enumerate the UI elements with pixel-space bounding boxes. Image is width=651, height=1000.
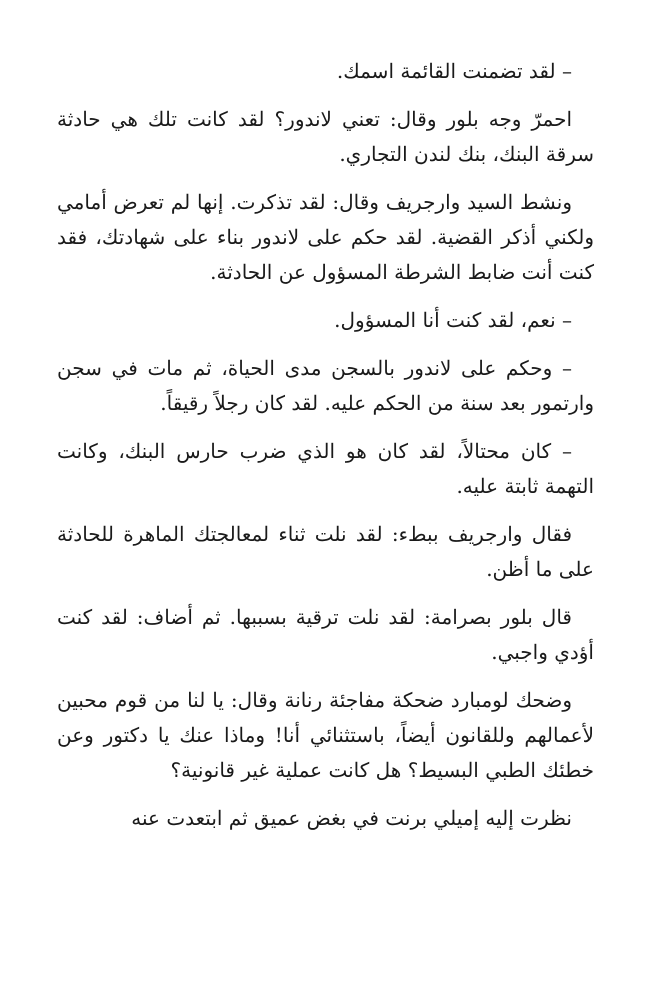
paragraph-1: – لقد تضمنت القائمة اسمك. bbox=[336, 59, 572, 83]
paragraph-9: وضحك لومبارد ضحكة مفاجئة رنانة وقال: يا لنا من قوم محبين لأعمالهم وللقانون أيضاً، باستثنائي أنا! وماذا عنك يا دكتور وعن خطئك الطبي البسيط؟ هل كانت عملية غير قانونية؟ bbox=[57, 688, 594, 782]
paragraph-10: نظرت إليه إميلي برنت في بغض عميق ثم ابتعدت عنه bbox=[131, 806, 572, 830]
page-text bbox=[57, 54, 594, 836]
paragraph-7: فقال وارجريف ببطء: لقد نلت ثناء لمعالجتك الماهرة للحادثة على ما أظن. bbox=[57, 522, 594, 581]
paragraph-4: – نعم، لقد كنت أنا المسؤول. bbox=[334, 308, 572, 332]
paragraph-8: قال بلور بصرامة: لقد نلت ترقية بسببها. ثم أضاف: لقد كنت أؤدي واجبي. bbox=[57, 605, 594, 664]
paragraph-6: – كان محتالاً، لقد كان هو الذي ضرب حارس البنك، وكانت التهمة ثابتة عليه. bbox=[57, 439, 594, 498]
paragraph-5: – وحكم على لاندور بالسجن مدى الحياة، ثم مات في سجن وارتمور بعد سنة من الحكم عليه. لقد كان رجلاً رقيقاً. bbox=[57, 356, 594, 415]
paragraph-3: ونشط السيد وارجريف وقال: لقد تذكرت. إنها لم تعرض أمامي ولكني أذكر القضية. لقد حكم على لاندور بناء على شهادتك، فقد كنت أنت ضابط الشرطة المسؤول عن الحادثة. bbox=[57, 190, 594, 284]
paragraph-2: احمرّ وجه بلور وقال: تعني لاندور؟ لقد كانت تلك هي حادثة سرقة البنك، بنك لندن التجاري. bbox=[57, 107, 594, 166]
